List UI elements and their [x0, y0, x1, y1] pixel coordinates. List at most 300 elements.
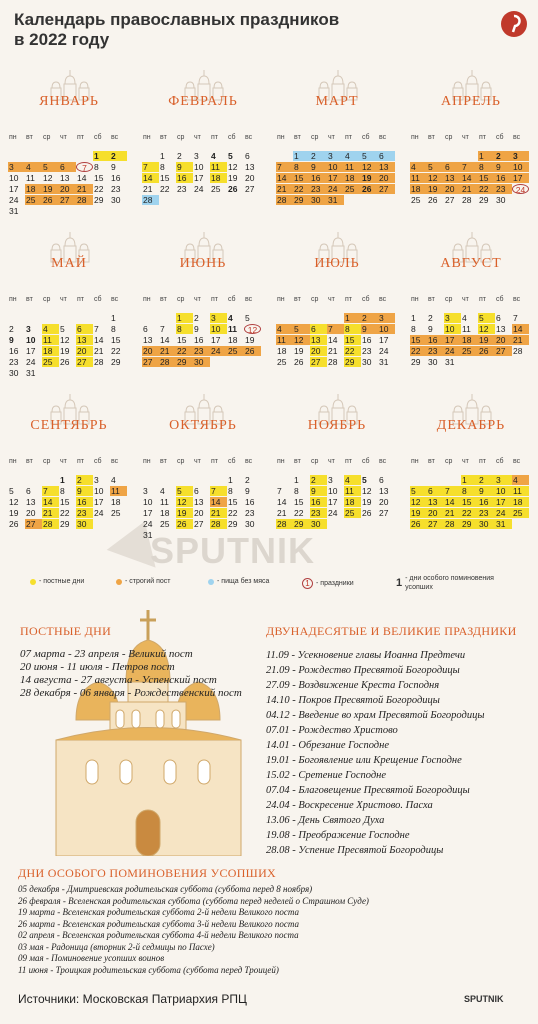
day-cell — [478, 357, 495, 367]
day-cell: 26 — [42, 195, 59, 205]
day-cell — [159, 530, 176, 540]
weekday-label: сб — [362, 134, 370, 141]
weekday-header — [142, 458, 264, 469]
memorial-item: 26 февраля - Вселенская родительская суббота (суббота перед неделей о Страшном Суде) — [18, 895, 369, 906]
day-cell: 24 — [194, 184, 204, 194]
weekday-label: вт — [294, 134, 301, 141]
day-cell — [176, 195, 193, 205]
day-cell: 12 — [427, 173, 444, 183]
day-cell: 24 — [444, 346, 461, 356]
day-cell: 25 — [411, 195, 421, 205]
week-row — [142, 486, 264, 497]
weekday-label: вс — [513, 134, 521, 141]
day-cell: 26 — [228, 184, 238, 194]
fasts-title: ПОСТНЫЕ ДНИ — [20, 624, 112, 638]
day-cell: 23 — [478, 508, 495, 518]
day-cell: 20 — [26, 508, 36, 518]
day-cell: 29 — [461, 519, 478, 529]
week-row — [8, 206, 130, 217]
day-cell — [276, 151, 293, 161]
day-cell: 5 — [228, 151, 233, 161]
day-cell: 22 — [160, 184, 170, 194]
day-cell: 24 — [210, 346, 227, 356]
day-cell — [512, 357, 529, 367]
weekday-label: пн — [9, 134, 17, 141]
week-row — [142, 151, 264, 162]
page-title — [14, 10, 414, 50]
day-cell: 18 — [111, 497, 121, 507]
day-cell: 5 — [9, 486, 14, 496]
day-cell: 3 — [143, 486, 148, 496]
day-cell: 29 — [60, 519, 70, 529]
day-cell: 24 — [379, 346, 389, 356]
weekday-label: вс — [513, 458, 521, 465]
day-cell: 18 — [277, 346, 287, 356]
week-row — [142, 195, 264, 206]
day-cell: 2 — [478, 475, 495, 485]
legend-memorial — [396, 574, 497, 592]
day-cell: 1 — [411, 313, 416, 323]
day-cell — [59, 313, 76, 323]
day-cell: 14 — [160, 335, 170, 345]
week-row — [8, 486, 130, 497]
weekday-label: вс — [379, 296, 387, 303]
day-cell — [227, 357, 244, 367]
day-cell: 17 — [194, 173, 204, 183]
day-cell: 20 — [142, 346, 159, 356]
weekday-label: чт — [194, 134, 201, 141]
week-row — [142, 475, 264, 486]
day-cell: 3 — [210, 313, 227, 323]
day-cell: 30 — [362, 357, 372, 367]
day-cell: 9 — [111, 162, 116, 172]
day-cell: 10 — [327, 162, 344, 172]
week-row — [276, 519, 398, 530]
day-cell — [8, 475, 25, 485]
day-cell: 27 — [495, 346, 512, 356]
day-cell: 23 — [177, 184, 187, 194]
weekday-label: ср — [445, 458, 453, 465]
fast-item: 14 августа - 27 августа - Успенский пост — [20, 674, 217, 686]
day-cell: 14 — [444, 497, 461, 507]
orange-dot-icon — [116, 579, 122, 585]
week-row — [276, 335, 398, 346]
day-cell — [378, 195, 395, 205]
day-cell: 8 — [293, 162, 310, 172]
day-cell: 7 — [461, 162, 478, 172]
day-cell: 24 — [26, 357, 36, 367]
day-cell: 18 — [228, 335, 238, 345]
cathedral-icon — [36, 610, 261, 856]
day-cell: 11 — [26, 173, 35, 183]
day-cell: 21 — [461, 184, 478, 194]
memorial-item: 03 мая - Радоница (вторник 2-й седмицы по Пасхе) — [18, 941, 215, 952]
day-cell: 16 — [310, 173, 327, 183]
weekday-label: пт — [211, 458, 218, 465]
day-cell: 4 — [25, 162, 42, 172]
day-cell — [42, 151, 59, 161]
day-cell: 23 — [362, 346, 372, 356]
week-row — [276, 508, 398, 519]
day-cell: 30 — [310, 519, 327, 529]
week-row — [410, 475, 532, 486]
day-cell: 13 — [76, 335, 93, 345]
day-cell: 14 — [77, 173, 87, 183]
day-cell: 11 — [160, 497, 169, 507]
day-cell: 31 — [379, 357, 389, 367]
weekday-label: вт — [160, 458, 167, 465]
day-cell: 9 — [361, 324, 378, 334]
month-grid — [8, 134, 130, 217]
day-cell: 5 — [293, 324, 310, 334]
day-cell — [344, 519, 361, 529]
day-cell: 13 — [60, 173, 70, 183]
day-cell — [42, 368, 59, 378]
week-row — [410, 519, 532, 530]
day-cell: 15 — [344, 335, 361, 345]
day-cell: 1 — [293, 151, 310, 161]
day-cell — [110, 368, 127, 378]
month-grid — [410, 134, 532, 206]
legend-memorial-label: - дни особого поминовения усопших — [405, 575, 494, 591]
weekday-label: сб — [94, 458, 102, 465]
day-cell: 15 — [160, 173, 170, 183]
memorial-list — [18, 884, 518, 976]
day-cell: 1 — [60, 475, 65, 485]
day-cell: 25 — [461, 346, 478, 356]
month-grid — [142, 458, 264, 541]
day-cell: 4 — [344, 151, 361, 161]
day-cell: 2 — [76, 475, 93, 485]
day-cell: 24 — [143, 519, 153, 529]
day-cell: 23 — [310, 508, 327, 518]
day-cell: 16 — [176, 173, 193, 183]
day-cell: 29 — [479, 195, 489, 205]
weekday-header — [276, 134, 398, 145]
day-cell: 30 — [478, 519, 495, 529]
weekday-label: вт — [428, 296, 435, 303]
day-cell: 15 — [410, 335, 427, 345]
day-cell — [444, 475, 461, 485]
weekday-label: вс — [245, 134, 253, 141]
day-cell: 12 — [176, 497, 193, 507]
day-cell: 31 — [495, 519, 512, 529]
day-cell: 18 — [344, 497, 361, 507]
day-cell — [59, 368, 76, 378]
day-cell: 14 — [94, 335, 104, 345]
weekday-label: чт — [328, 296, 335, 303]
day-cell: 16 — [427, 335, 444, 345]
day-cell: 13 — [194, 497, 204, 507]
day-cell: 13 — [427, 497, 444, 507]
day-cell: 2 — [428, 313, 433, 323]
day-cell — [276, 313, 293, 323]
day-cell: 9 — [9, 335, 14, 345]
memorial-title: ДНИ ОСОБОГО ПОМИНОВЕНИЯ УСОПШИХ — [18, 866, 277, 880]
day-cell — [25, 475, 42, 485]
day-cell: 17 — [379, 335, 389, 345]
day-cell: 31 — [26, 368, 36, 378]
weekday-label: пт — [211, 134, 218, 141]
day-cell: 3 — [26, 324, 31, 334]
day-cell: 6 — [496, 313, 501, 323]
day-cell: 26 — [478, 346, 495, 356]
day-cell: 10 — [194, 162, 204, 172]
month-name: АВГУСТ — [440, 256, 502, 271]
holiday-item: 07.04 - Благовещение Пресвятой Богородицы — [266, 785, 470, 796]
day-cell: 21 — [76, 184, 93, 194]
weekday-label: вс — [111, 296, 119, 303]
title-line-2: в 2022 году — [14, 30, 110, 49]
day-cell — [227, 195, 244, 205]
day-cell — [344, 195, 361, 205]
day-cell — [444, 151, 461, 161]
day-cell: 9 — [310, 162, 327, 172]
day-cell: 14 — [461, 173, 478, 183]
day-cell: 8 — [478, 162, 495, 172]
month-name: ДЕКАБРЬ — [436, 418, 506, 433]
pin-icon[interactable] — [500, 10, 528, 38]
day-cell: 1 — [461, 475, 478, 485]
day-cell: 31 — [9, 206, 19, 216]
day-cell — [361, 519, 378, 529]
day-cell: 15 — [177, 335, 187, 345]
month-name: ИЮНЬ — [179, 256, 227, 271]
weekday-label: вт — [160, 134, 167, 141]
day-cell: 26 — [428, 195, 438, 205]
day-cell: 14 — [42, 497, 59, 507]
holiday-item: 04.12 - Введение во храм Пресвятой Богородицы — [266, 710, 485, 721]
day-cell: 29 — [228, 519, 238, 529]
weekday-label: пн — [143, 134, 151, 141]
month-grid — [142, 134, 264, 206]
weekday-label: пн — [143, 458, 151, 465]
month-name: МАЙ — [51, 256, 87, 271]
day-cell: 26 — [294, 357, 304, 367]
week-row — [142, 519, 264, 530]
day-cell: 1 — [344, 313, 361, 323]
day-cell: 28 — [142, 195, 159, 205]
day-cell: 5 — [245, 313, 250, 323]
day-cell: 23 — [495, 184, 512, 194]
day-cell: 30 — [111, 195, 121, 205]
week-row — [8, 324, 130, 335]
legend-holiday — [302, 578, 354, 589]
day-cell: 10 — [495, 486, 512, 496]
weekday-label: сб — [496, 134, 504, 141]
weekday-label: пн — [9, 296, 17, 303]
day-cell: 6 — [76, 324, 93, 334]
weekday-label: чт — [60, 134, 67, 141]
day-cell: 12 — [361, 162, 378, 172]
weekday-header — [8, 296, 130, 307]
day-cell: 16 — [495, 173, 512, 183]
day-cell: 28 — [328, 357, 338, 367]
day-cell: 9 — [310, 486, 327, 496]
day-cell — [93, 519, 110, 529]
day-cell: 11 — [344, 486, 361, 496]
weekday-label: вс — [379, 134, 387, 141]
week-row — [276, 324, 398, 335]
holiday-item: 21.09 - Рождество Пресвятой Богородицы — [266, 665, 460, 676]
day-cell — [410, 475, 427, 485]
holiday-item: 24.04 - Воскресение Христово. Пасха — [266, 800, 433, 811]
day-cell: 11 — [462, 324, 471, 334]
week-row — [8, 162, 130, 173]
day-cell: 28 — [513, 346, 523, 356]
week-row — [410, 162, 532, 173]
day-cell: 14 — [277, 497, 287, 507]
weekday-label: ср — [445, 134, 453, 141]
day-cell: 25 — [160, 519, 170, 529]
day-cell — [310, 313, 327, 323]
day-cell: 19 — [60, 346, 70, 356]
day-cell: 21 — [143, 184, 153, 194]
day-cell: 14 — [142, 173, 159, 183]
day-cell — [210, 475, 227, 485]
weekday-label: чт — [194, 458, 201, 465]
day-cell: 10 — [210, 324, 227, 334]
week-row — [8, 313, 130, 324]
week-row — [276, 475, 398, 486]
week-row — [142, 173, 264, 184]
weekday-label: вс — [513, 296, 521, 303]
day-cell: 7 — [142, 162, 159, 172]
day-cell: 22 — [94, 184, 104, 194]
weekday-label: сб — [362, 296, 370, 303]
weekday-label: вт — [294, 296, 301, 303]
week-row — [8, 151, 130, 162]
day-cell: 20 — [310, 346, 327, 356]
day-cell: 11 — [110, 486, 127, 496]
weekday-label: вс — [379, 458, 387, 465]
day-cell: 12 — [362, 486, 372, 496]
day-cell: 8 — [94, 162, 99, 172]
day-cell: 10 — [143, 497, 153, 507]
day-cell: 2 — [245, 475, 250, 485]
day-cell: 3 — [512, 151, 529, 161]
day-cell — [210, 195, 227, 205]
day-cell: 3 — [378, 313, 395, 323]
day-cell: 3 — [444, 313, 461, 323]
day-cell: 30 — [193, 357, 210, 367]
day-cell: 9 — [245, 486, 250, 496]
weekday-header — [276, 296, 398, 307]
day-cell: 25 — [42, 357, 59, 367]
day-cell: 11 — [210, 162, 227, 172]
weekday-header — [142, 296, 264, 307]
day-cell: 22 — [176, 346, 193, 356]
day-cell: 29 — [293, 519, 310, 529]
weekday-label: чт — [328, 134, 335, 141]
day-cell: 7 — [42, 486, 59, 496]
holidays-title: ДВУНАДЕСЯТЫЕ И ВЕЛИКИЕ ПРАЗДНИКИ — [266, 624, 517, 638]
day-cell: 5 — [42, 162, 59, 172]
weekday-label: ср — [177, 458, 185, 465]
day-cell: 15 — [111, 335, 121, 345]
day-cell: 7 — [94, 324, 99, 334]
day-cell — [327, 519, 344, 529]
day-cell: 5 — [478, 313, 495, 323]
day-cell: 27 — [427, 519, 444, 529]
day-cell: 18 — [160, 508, 170, 518]
day-cell: 4 — [512, 475, 529, 485]
day-cell — [193, 195, 210, 205]
week-row — [8, 335, 130, 346]
day-cell: 28 — [42, 519, 59, 529]
day-cell: 28 — [159, 357, 176, 367]
day-cell: 12 — [60, 335, 70, 345]
day-cell: 11 — [344, 162, 361, 172]
day-cell: 4 — [211, 151, 216, 161]
week-row — [142, 530, 264, 541]
day-cell: 15 — [228, 497, 238, 507]
day-cell: 24 — [512, 184, 529, 194]
day-cell — [461, 357, 478, 367]
day-cell: 25 — [111, 508, 121, 518]
week-row — [410, 173, 532, 184]
day-cell: 14 — [276, 173, 293, 183]
day-cell: 2 — [495, 151, 512, 161]
day-cell — [227, 530, 244, 540]
legend-holiday-label: - праздники — [316, 580, 354, 587]
week-row — [410, 335, 532, 346]
weekday-header — [142, 134, 264, 145]
weekday-label: сб — [228, 458, 236, 465]
day-cell: 4 — [160, 486, 165, 496]
day-cell: 27 — [76, 357, 93, 367]
day-cell: 26 — [9, 519, 19, 529]
day-cell: 9 — [76, 486, 93, 496]
day-cell: 6 — [378, 151, 395, 161]
day-cell: 25 — [25, 195, 42, 205]
day-cell: 9 — [176, 162, 193, 172]
day-cell: 30 — [496, 195, 506, 205]
day-cell: 8 — [294, 486, 299, 496]
day-cell: 13 — [310, 335, 327, 345]
day-cell: 6 — [379, 475, 384, 485]
weekday-label: чт — [60, 458, 67, 465]
weekday-label: пт — [479, 296, 486, 303]
day-cell: 8 — [160, 162, 165, 172]
day-cell: 21 — [276, 184, 293, 194]
weekday-label: чт — [328, 458, 335, 465]
day-cell: 27 — [310, 357, 327, 367]
day-cell — [327, 313, 344, 323]
day-cell: 18 — [344, 173, 361, 183]
day-cell: 21 — [210, 508, 227, 518]
day-cell: 27 — [445, 195, 455, 205]
day-cell — [76, 368, 93, 378]
day-cell: 10 — [26, 335, 36, 345]
day-cell: 3 — [495, 475, 512, 485]
day-cell — [244, 530, 261, 540]
day-cell: 17 — [94, 497, 104, 507]
day-cell: 7 — [513, 313, 518, 323]
day-cell: 20 — [495, 335, 512, 345]
day-cell: 20 — [427, 508, 444, 518]
day-cell: 10 — [444, 324, 461, 334]
weekday-label: вт — [26, 296, 33, 303]
day-cell — [25, 313, 42, 323]
week-row — [410, 497, 532, 508]
day-cell — [293, 313, 310, 323]
day-cell: 13 — [245, 162, 255, 172]
day-cell: 13 — [26, 497, 36, 507]
day-cell — [427, 151, 444, 161]
day-cell — [378, 519, 395, 529]
day-cell: 2 — [177, 151, 182, 161]
